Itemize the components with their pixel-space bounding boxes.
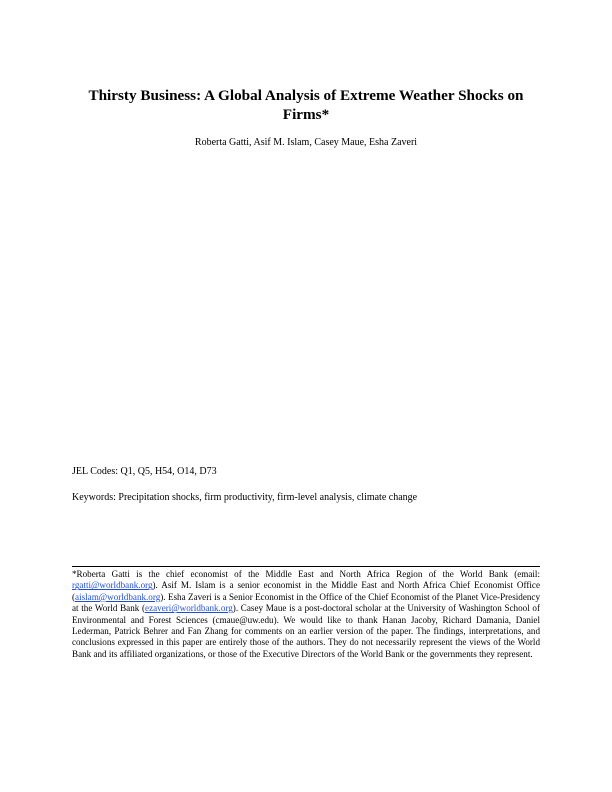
footnote-text-4: ). Casey Maue is a post-doctoral scholar at the University of Washington School of Environmental and Forest Sciences (cmaue@uw.edu). We would like to thank Hanan Jacoby, Richard Damania, Daniel Lederman, Patrick Behrer and Fan Zhang for comments on an earlier version of the paper. The findings, interpretations, and conclusions expressed in this paper are entirely those of the authors. They do not necessarily represent the views of the World Bank and its affiliated organizations, or those of the Executive Directors of the World Bank or the governments they represent. <box>72 603 540 659</box>
keywords: Keywords: Precipitation shocks, firm productivity, firm-level analysis, climate change <box>72 492 418 503</box>
author-list: Roberta Gatti, Asif M. Islam, Casey Maue, Esha Zaveri <box>194 137 418 148</box>
footnote-divider <box>72 566 540 567</box>
paper-title: Thirsty Business: A Global Analysis of Extreme Weather Shocks on Firms* <box>88 87 524 123</box>
footnote-text-1: *Roberta Gatti is the chief economist of the Middle East and North Africa Region of the World Bank (email: <box>72 569 540 579</box>
email-link-zaveri[interactable]: ezaveri@worldbank.org <box>145 603 233 614</box>
jel-codes: JEL Codes: Q1, Q5, H54, O14, D73 <box>72 466 217 477</box>
footnote-text-2: ). Asif M. Islam is a senior economist in the Middle East and North Africa Chief Economist Office ( <box>72 580 540 602</box>
email-link-islam[interactable]: aislam@worldbank.org <box>75 591 161 602</box>
email-link-gatti[interactable]: rgatti@worldbank.org <box>72 580 153 591</box>
footnote-text-3: ). Esha Zaveri is a Senior Economist in the Office of the Chief Economist of the Planet Vice-Presidency at the World Bank ( <box>72 591 540 614</box>
author-footnote <box>72 569 540 660</box>
